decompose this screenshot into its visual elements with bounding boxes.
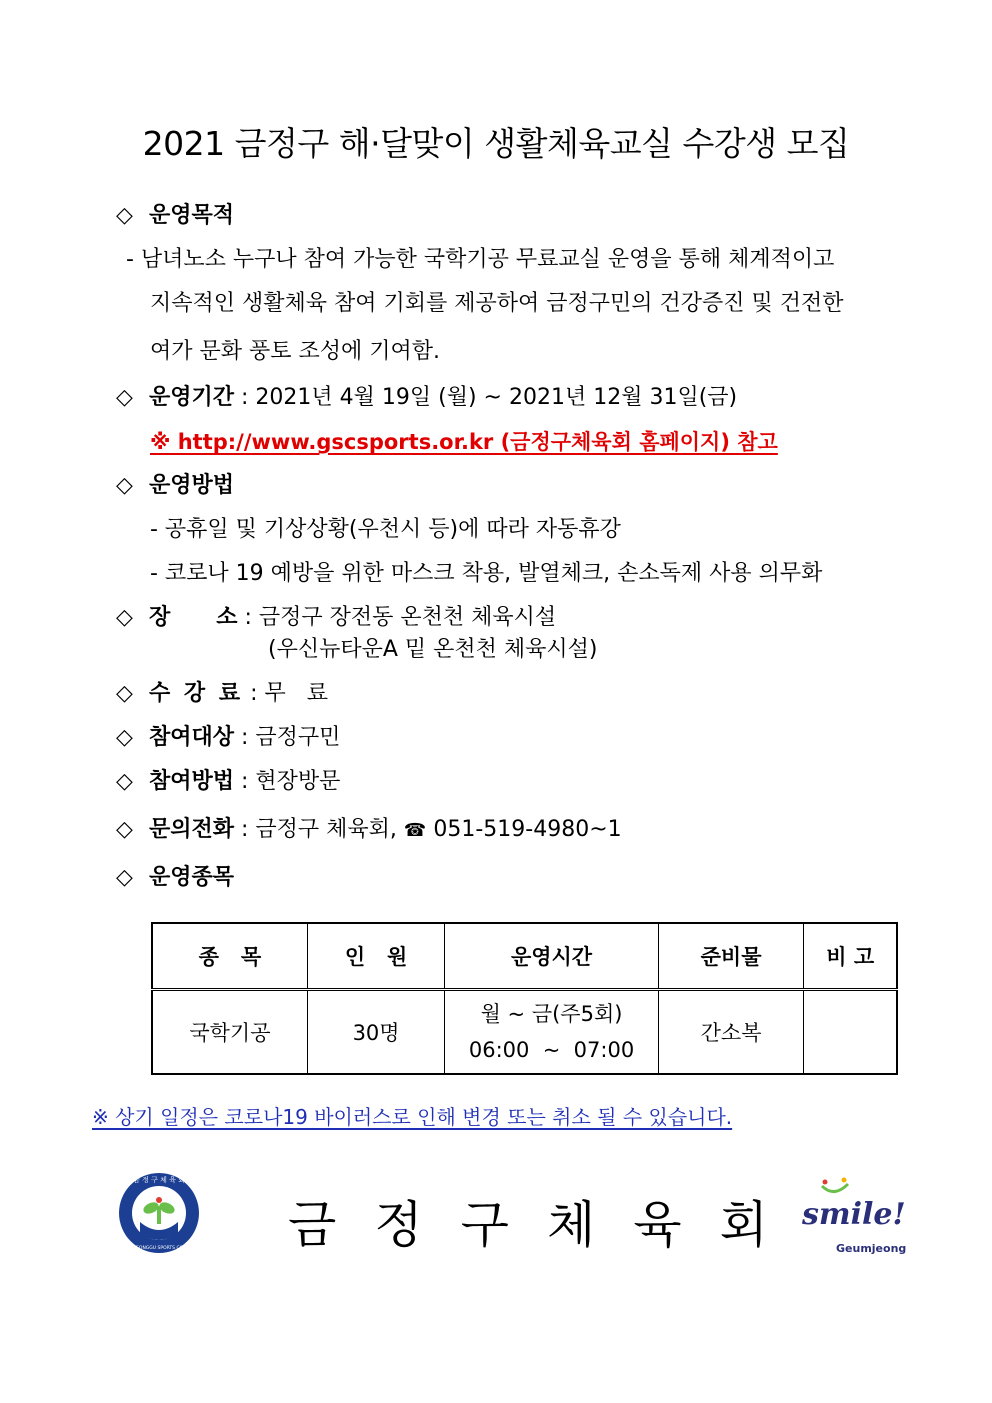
org-char: 구 [460, 1196, 509, 1254]
cell-time [445, 990, 658, 1074]
diamond-bullet-icon: ◇ [116, 605, 133, 630]
org-char: 회 [719, 1196, 768, 1254]
header-time: 운영시간 [445, 923, 658, 990]
header-count: 인 원 [307, 923, 444, 990]
org-char: 육 [633, 1196, 682, 1254]
header-sport: 종 목 [152, 923, 307, 990]
contact-org: : 금정구 체육회, [241, 817, 397, 842]
purpose-line-2: 지속적인 생활체육 참여 기회를 제공하여 금정구민의 건강증진 및 건전한 [150, 291, 844, 316]
cell-hours: 06:00 ~ 07:00 [468, 1037, 635, 1062]
target-row [116, 723, 340, 753]
place-row [116, 603, 556, 633]
header-supplies: 준비물 [658, 923, 804, 990]
fee-value: : 무 료 [250, 681, 328, 706]
place-value: : 금정구 장전동 온천천 체육시설 [244, 605, 557, 630]
phone-icon: ☎ [403, 820, 427, 841]
purpose-line-1: - 남녀노소 누구나 참여 가능한 국학기공 무료교실 운영을 통해 체계적이고 [126, 247, 835, 272]
purpose-line-3: 여가 문화 풍토 조성에 기여함. [150, 339, 440, 364]
cell-days: 월 ~ 금(주5회) [480, 1001, 623, 1026]
diamond-bullet-icon: ◇ [116, 865, 133, 890]
method-label: 운영방법 [149, 473, 235, 498]
diamond-bullet-icon: ◇ [116, 681, 133, 706]
target-label: 참여대상 [149, 725, 235, 750]
diamond-bullet-icon: ◇ [116, 769, 133, 794]
join-label: 참여방법 [149, 769, 235, 794]
target-value: : 금정구민 [241, 725, 341, 750]
org-char: 정 [374, 1196, 423, 1254]
cell-supplies: 간소복 [658, 990, 804, 1074]
org-char: 금 [288, 1196, 337, 1254]
svg-text:Geumjeong: Geumjeong [836, 1242, 907, 1255]
contact-phone: 051-519-4980~1 [433, 817, 622, 842]
items-label: 운영종목 [149, 865, 235, 890]
diamond-bullet-icon: ◇ [116, 385, 133, 410]
cell-count: 30명 [307, 990, 444, 1074]
join-value: : 현장방문 [241, 769, 341, 794]
diamond-bullet-icon: ◇ [116, 473, 133, 498]
cell-remark [804, 990, 897, 1074]
table-header-row [152, 923, 897, 990]
smile-logo-icon [800, 1176, 907, 1260]
period-label: 운영기간 [149, 385, 235, 410]
items-heading [116, 863, 234, 893]
diamond-bullet-icon: ◇ [116, 203, 133, 228]
homepage-link-note[interactable]: ※ http://www.gscsports.or.kr (금정구체육회 홈페이지) 참고 [150, 430, 778, 454]
header-remark: 비 고 [804, 923, 897, 990]
method-heading [116, 471, 234, 501]
join-row [116, 767, 340, 797]
contact-label: 문의전화 [149, 817, 235, 842]
org-char: 체 [546, 1196, 596, 1254]
table-row [152, 990, 897, 1074]
svg-text:GEUMJEONGGU SPORTS COUNCIL: GEUMJEONGGU SPORTS COUNCIL [121, 1246, 197, 1251]
fee-label: 수 강 료 [149, 681, 244, 706]
organization-name [288, 1185, 768, 1257]
purpose-heading [116, 201, 234, 231]
method-line-1: - 공휴일 및 기상상황(우천시 등)에 따라 자동휴강 [150, 517, 621, 542]
fee-row [116, 679, 328, 709]
sports-council-logo [118, 1172, 200, 1254]
svg-text:금 정 구 체 육 회: 금 정 구 체 육 회 [133, 1176, 185, 1184]
sports-council-emblem-icon [118, 1172, 200, 1254]
diamond-bullet-icon: ◇ [116, 817, 133, 842]
schedule-table [151, 922, 898, 1075]
cell-sport: 국학기공 [152, 990, 307, 1074]
period-value: : 2021년 4월 19일 (월) ~ 2021년 12월 31일(금) [241, 385, 738, 410]
method-line-2: - 코로나 19 예방을 위한 마스크 착용, 발열체크, 손소독제 사용 의무화 [150, 561, 823, 586]
contact-row [116, 815, 622, 846]
diamond-bullet-icon: ◇ [116, 725, 133, 750]
place-label: 장 소 [149, 605, 238, 630]
purpose-label: 운영목적 [149, 203, 235, 228]
footnote: ※ 상기 일정은 코로나19 바이러스로 인해 변경 또는 취소 될 수 있습니다. [92, 1105, 733, 1129]
place-sub: (우신뉴타운A 밑 온천천 체육시설) [268, 637, 598, 662]
period-row [116, 383, 737, 413]
page-title: 2021 금정구 해·달맞이 생활체육교실 수강생 모집 [142, 124, 850, 163]
svg-text:smile!: smile! [802, 1197, 906, 1232]
smile-geumjeong-logo [800, 1176, 907, 1260]
